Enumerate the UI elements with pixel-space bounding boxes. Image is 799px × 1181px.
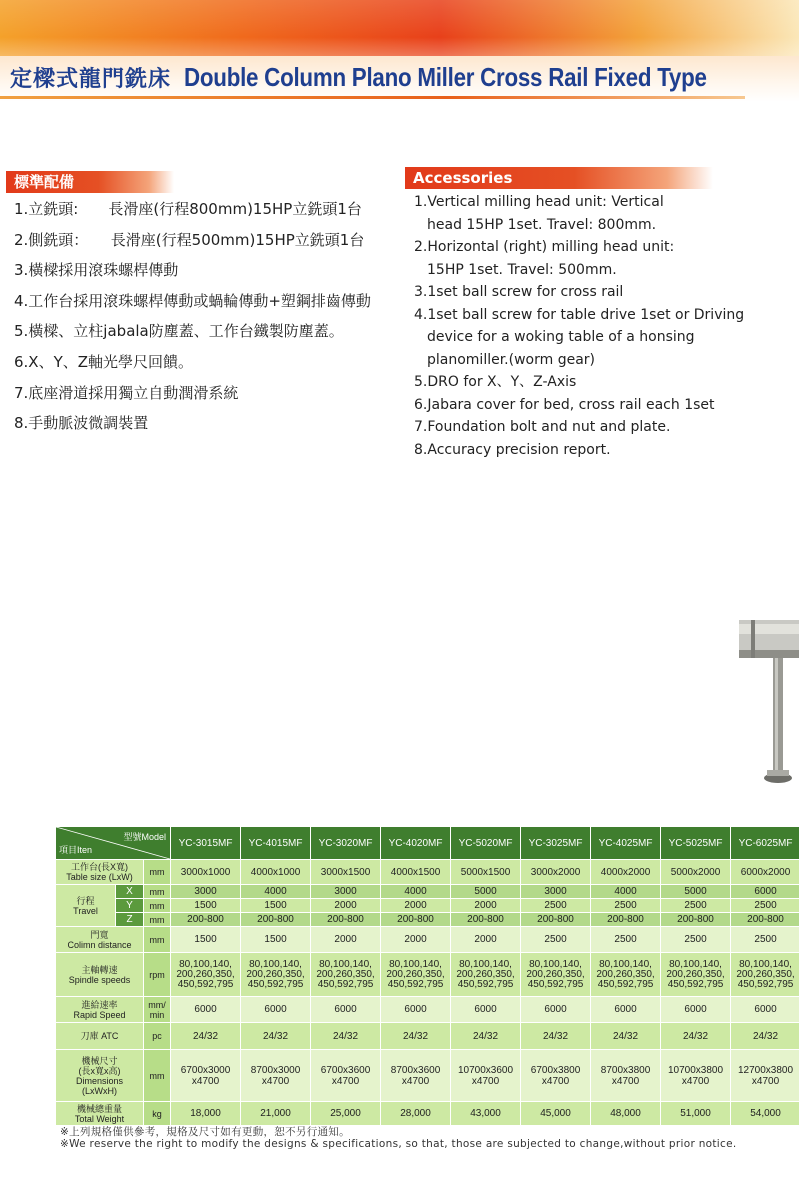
- list-item: 1.Vertical milling head unit: Vertical: [414, 194, 664, 210]
- table-cell: 4000: [241, 885, 311, 899]
- table-cell: 200-800: [381, 913, 451, 927]
- table-cell: 24/32: [381, 1023, 451, 1050]
- table-cell: 80,100,140, 200,260,350, 450,592,795: [451, 953, 521, 997]
- unit-cell: mm: [144, 885, 171, 899]
- list-item: 8.Accuracy precision report.: [414, 441, 611, 458]
- table-cell: 2000: [451, 899, 521, 913]
- table-cell: 6000: [591, 997, 661, 1023]
- table-row: [56, 885, 799, 899]
- table-cell: 48,000: [591, 1102, 661, 1126]
- table-cell: 6000: [731, 997, 799, 1023]
- unit-cell: pc: [144, 1023, 171, 1050]
- table-cell: 200-800: [241, 913, 311, 927]
- table-row: [56, 860, 799, 885]
- table-cell: 80,100,140, 200,260,350, 450,592,795: [661, 953, 731, 997]
- table-cell: 6000: [381, 997, 451, 1023]
- row-label-spindle-speeds: 主軸轉速 Spindle speeds: [56, 953, 144, 997]
- table-cell: 200-800: [451, 913, 521, 927]
- table-cell: 1500: [241, 899, 311, 913]
- table-cell: 2500: [731, 927, 799, 953]
- specification-table: [55, 826, 799, 1126]
- table-cell: 200-800: [591, 913, 661, 927]
- table-cell: 2500: [521, 899, 591, 913]
- table-row: [56, 899, 799, 913]
- model-header: YC-5020MF: [451, 827, 521, 860]
- list-item-continuation: head 15HP 1set. Travel: 800mm.: [427, 216, 657, 233]
- table-row: [56, 1102, 799, 1126]
- unit-cell: mm/ min: [144, 997, 171, 1023]
- table-cell: 2500: [661, 899, 731, 913]
- table-row: [56, 1023, 799, 1050]
- list-item: 2.側銑頭： 長滑座(行程500mm)15HP立銑頭1台: [14, 230, 365, 249]
- unit-cell: mm: [144, 1050, 171, 1102]
- table-cell: 2500: [521, 927, 591, 953]
- list-item: 7.底座滑道採用獨立自動潤滑系統: [14, 383, 239, 402]
- item-label: 項目Iten: [59, 845, 93, 855]
- unit-cell: mm: [144, 927, 171, 953]
- list-item: 6.Jabara cover for bed, cross rail each 1set: [414, 396, 715, 413]
- table-cell: 2000: [381, 927, 451, 953]
- table-cell: 6000: [661, 997, 731, 1023]
- title-underline: [0, 96, 745, 99]
- machine-photo-fragment: [739, 620, 799, 790]
- axis-label: Z: [116, 913, 144, 927]
- table-cell: 2000: [311, 899, 381, 913]
- table-cell: 80,100,140, 200,260,350, 450,592,795: [311, 953, 381, 997]
- table-cell: 2500: [731, 899, 799, 913]
- list-item: 7.Foundation bolt and nut and plate.: [414, 419, 671, 435]
- table-cell: 3000: [521, 885, 591, 899]
- table-cell: 3000x1000: [171, 860, 241, 885]
- table-row: [56, 997, 799, 1023]
- unit-cell: rpm: [144, 953, 171, 997]
- table-cell: 6700x3000 x4700: [171, 1050, 241, 1102]
- table-row: [56, 953, 799, 997]
- accessories-heading: Accessories: [405, 167, 713, 189]
- list-item: 4.1set ball screw for table drive 1set or Driving: [414, 306, 745, 323]
- standard-equipment-list: [14, 197, 394, 442]
- list-item-continuation: planomiller.(worm gear): [427, 351, 596, 368]
- table-cell: 21,000: [241, 1102, 311, 1126]
- table-cell: 6000: [731, 885, 799, 899]
- table-corner-header: [56, 827, 171, 860]
- table-cell: 24/32: [241, 1023, 311, 1050]
- axis-label: X: [116, 885, 144, 899]
- table-row: [56, 927, 799, 953]
- table-cell: 24/32: [591, 1023, 661, 1050]
- table-cell: 6000: [451, 997, 521, 1023]
- list-item: 2.Horizontal (right) milling head unit:: [414, 239, 675, 255]
- list-item: 3.1set ball screw for cross rail: [414, 284, 624, 300]
- table-cell: 24/32: [311, 1023, 381, 1050]
- table-cell: 6000: [241, 997, 311, 1023]
- table-cell: 2000: [451, 927, 521, 953]
- table-cell: 28,000: [381, 1102, 451, 1126]
- model-header: YC-3015MF: [171, 827, 241, 860]
- table-cell: 3000x2000: [521, 860, 591, 885]
- list-item: 5.DRO for X、Y、Z-Axis: [414, 374, 577, 390]
- table-cell: 1500: [171, 927, 241, 953]
- table-cell: 2500: [661, 927, 731, 953]
- table-cell: 18,000: [171, 1102, 241, 1126]
- table-cell: 4000: [591, 885, 661, 899]
- table-cell: 5000x2000: [661, 860, 731, 885]
- table-cell: 8700x3800 x4700: [591, 1050, 661, 1102]
- list-item: 8.手動脈波微調裝置: [14, 414, 149, 433]
- table-cell: 24/32: [171, 1023, 241, 1050]
- page-title-english: Double Column Plano Miller Cross Rail Fixed Type: [184, 62, 707, 92]
- table-cell: 10700x3800 x4700: [661, 1050, 731, 1102]
- table-cell: 80,100,140, 200,260,350, 450,592,795: [521, 953, 591, 997]
- table-cell: 5000: [451, 885, 521, 899]
- table-cell: 43,000: [451, 1102, 521, 1126]
- disclaimer-chinese: ※上列規格僅供參考，規格及尺寸如有更動，恕不另行通知。: [60, 1126, 350, 1138]
- table-cell: 6700x3800 x4700: [521, 1050, 591, 1102]
- table-cell: 1500: [241, 927, 311, 953]
- table-cell: 80,100,140, 200,260,350, 450,592,795: [241, 953, 311, 997]
- table-cell: 4000x1000: [241, 860, 311, 885]
- table-cell: 51,000: [661, 1102, 731, 1126]
- table-cell: 6000: [521, 997, 591, 1023]
- table-cell: 4000x1500: [381, 860, 451, 885]
- model-header: YC-4020MF: [381, 827, 451, 860]
- row-label-total-weight: 機械總重量 Total Weight: [56, 1102, 144, 1126]
- model-header: YC-4025MF: [591, 827, 661, 860]
- disclaimer-english: ※We reserve the right to modify the designs & specifications, so that, those are subjected to change,without prior notice.: [60, 1138, 737, 1150]
- row-label-rapid-speed: 進給速率 Rapid Speed: [56, 997, 144, 1023]
- list-item: 4.工作台採用滾珠螺桿傳動或蝸輪傳動+塑鋼排齒傳動: [14, 291, 371, 310]
- table-cell: 4000: [381, 885, 451, 899]
- unit-cell: mm: [144, 899, 171, 913]
- model-header: YC-6025MF: [731, 827, 799, 860]
- accessories-list: [414, 191, 794, 461]
- table-cell: 24/32: [731, 1023, 799, 1050]
- row-label-table-size: 工作台(長X寬) Table size (LxW): [56, 860, 144, 885]
- table-cell: 3000: [171, 885, 241, 899]
- table-cell: 200-800: [171, 913, 241, 927]
- page-title-chinese: 定樑式龍門銑床: [10, 66, 172, 92]
- table-cell: 8700x3000 x4700: [241, 1050, 311, 1102]
- header-banner: [0, 0, 799, 62]
- table-cell: 6000x2000: [731, 860, 799, 885]
- table-cell: 12700x3800 x4700: [731, 1050, 799, 1102]
- table-cell: 10700x3600 x4700: [451, 1050, 521, 1102]
- model-header: YC-3020MF: [311, 827, 381, 860]
- table-cell: 80,100,140, 200,260,350, 450,592,795: [171, 953, 241, 997]
- unit-cell: mm: [144, 913, 171, 927]
- row-label-atc: 刀庫 ATC: [56, 1023, 144, 1050]
- table-cell: 2000: [311, 927, 381, 953]
- table-cell: 5000: [661, 885, 731, 899]
- table-cell: 54,000: [731, 1102, 799, 1126]
- table-cell: 45,000: [521, 1102, 591, 1126]
- unit-cell: mm: [144, 860, 171, 885]
- table-cell: 200-800: [661, 913, 731, 927]
- table-cell: 8700x3600 x4700: [381, 1050, 451, 1102]
- table-cell: 80,100,140, 200,260,350, 450,592,795: [731, 953, 799, 997]
- list-item: 1.立銑頭: 長滑座(行程800mm)15HP立銑頭1台: [14, 200, 362, 218]
- list-item-continuation: 15HP 1set. Travel: 500mm.: [427, 261, 617, 278]
- list-item: 3.橫樑採用滾珠螺桿傳動: [14, 261, 179, 280]
- model-label: 型號Model: [123, 832, 167, 842]
- list-item: 6.X、Y、Z軸光學尺回饋。: [14, 352, 194, 371]
- table-cell: 6000: [311, 997, 381, 1023]
- unit-cell: kg: [144, 1102, 171, 1126]
- table-cell: 200-800: [521, 913, 591, 927]
- table-cell: 24/32: [661, 1023, 731, 1050]
- table-cell: 6700x3600 x4700: [311, 1050, 381, 1102]
- standard-equipment-heading: 標準配備: [6, 171, 174, 193]
- table-cell: 2500: [591, 927, 661, 953]
- table-cell: 80,100,140, 200,260,350, 450,592,795: [381, 953, 451, 997]
- table-cell: 4000x2000: [591, 860, 661, 885]
- table-cell: 200-800: [311, 913, 381, 927]
- table-cell: 80,100,140, 200,260,350, 450,592,795: [591, 953, 661, 997]
- table-cell: 1500: [171, 899, 241, 913]
- table-cell: 3000: [311, 885, 381, 899]
- table-cell: 2000: [381, 899, 451, 913]
- model-header: YC-4015MF: [241, 827, 311, 860]
- table-cell: 25,000: [311, 1102, 381, 1126]
- table-row: [56, 1050, 799, 1102]
- row-label-colimn-distance: 門寬 Colimn distance: [56, 927, 144, 953]
- table-cell: 5000x1500: [451, 860, 521, 885]
- table-cell: 2500: [591, 899, 661, 913]
- model-header: YC-5025MF: [661, 827, 731, 860]
- list-item-continuation: device for a woking table of a honsing: [427, 329, 695, 345]
- table-cell: 24/32: [451, 1023, 521, 1050]
- table-row: [56, 913, 799, 927]
- model-header: YC-3025MF: [521, 827, 591, 860]
- table-cell: 24/32: [521, 1023, 591, 1050]
- table-cell: 200-800: [731, 913, 799, 927]
- table-cell: 3000x1500: [311, 860, 381, 885]
- row-label-travel: 行程 Travel: [56, 885, 116, 927]
- axis-label: Y: [116, 899, 144, 913]
- table-cell: 6000: [171, 997, 241, 1023]
- list-item: 5.橫樑、立柱jabala防塵蓋、工作台鐵製防塵蓋。: [14, 322, 344, 341]
- row-label-dimensions: 機械尺寸 (長x寬x高) Dimensions (LxWxH): [56, 1050, 144, 1102]
